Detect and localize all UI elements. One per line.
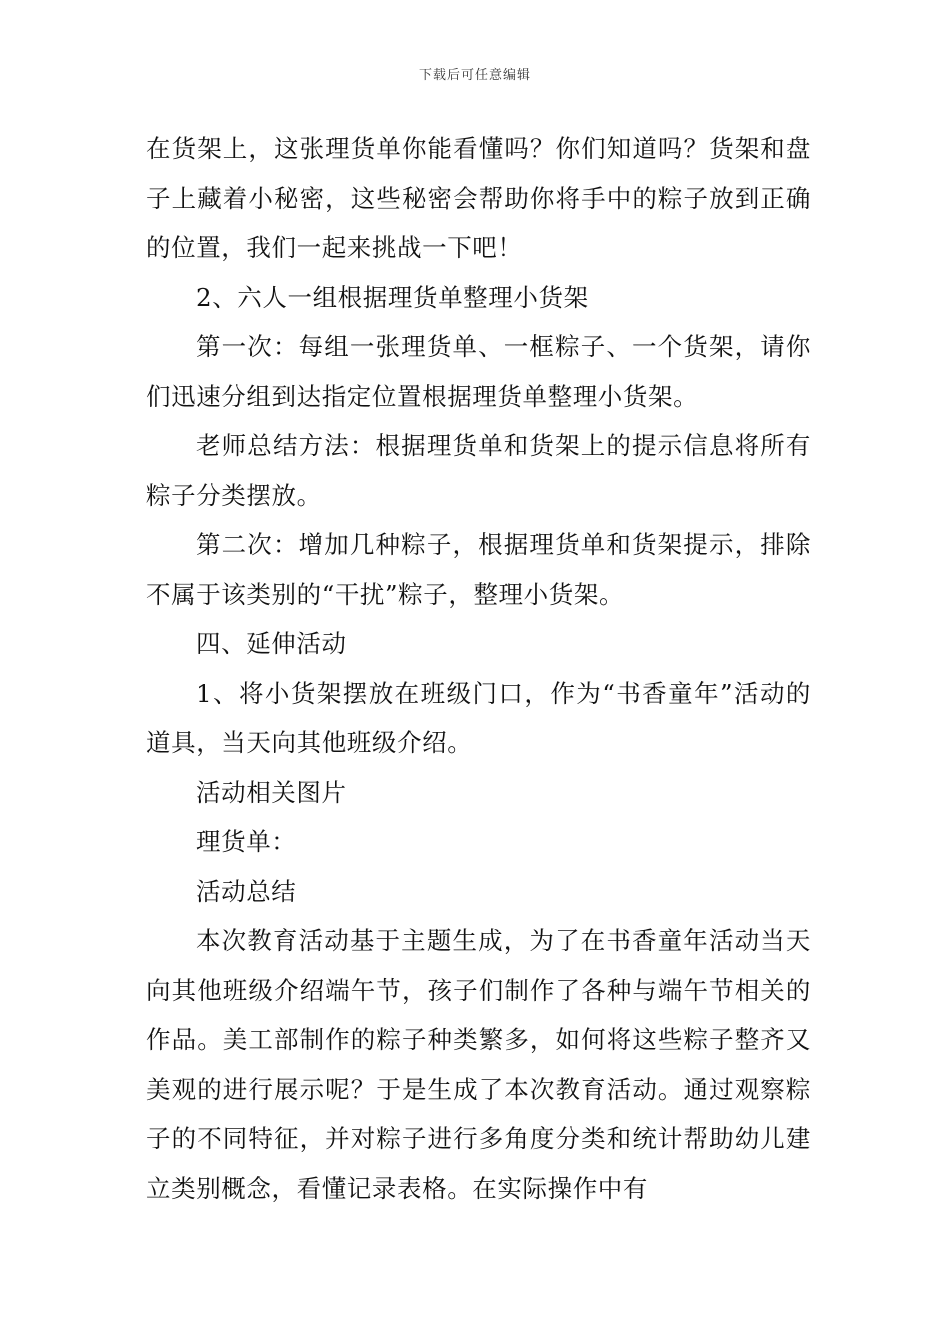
document-body <box>146 124 811 1213</box>
paragraph: 在货架上，这张理货单你能看懂吗？你们知道吗？货架和盘子上藏着小秘密，这些秘密会帮助你将手中的粽子放到正确的位置，我们一起来挑战一下吧！ <box>146 134 811 262</box>
section-heading: 四、延伸活动 <box>196 629 347 658</box>
paragraph: 2、六人一组根据理货单整理小货架 <box>196 282 589 312</box>
paragraph: 1、将小货架摆放在班级门口，作为“书香童年”活动的道具，当天向其他班级介绍。 <box>146 678 811 757</box>
paragraph: 理货单： <box>196 827 297 856</box>
paragraph: 老师总结方法：根据理货单和货架上的提示信息将所有粽子分类摆放。 <box>146 431 811 510</box>
paragraph: 第一次：每组一张理货单、一框粽子、一个货架，请你们迅速分组到达指定位置根据理货单整理小货架。 <box>146 332 811 411</box>
section-heading: 活动总结 <box>196 876 297 906</box>
page-header: 下载后可任意编辑 <box>418 68 531 83</box>
paragraph: 第二次：增加几种粽子，根据理货单和货架提示，排除不属于该类别的“干扰”粽子，整理小货架。 <box>146 530 811 609</box>
paragraph: 活动相关图片 <box>196 777 347 807</box>
paragraph: 本次教育活动基于主题生成，为了在书香童年活动当天向其他班级介绍端午节，孩子们制作了各种与端午节相关的作品。美工部制作的粽子种类繁多，如何将这些粽子整齐又美观的进行展示呢？于是生成了本次教育活动。通过观察粽子的不同特征，并对粽子进行多角度分类和统计帮助幼儿建立类别概念，看懂记录表格。在实际操作中有 <box>146 926 811 1203</box>
